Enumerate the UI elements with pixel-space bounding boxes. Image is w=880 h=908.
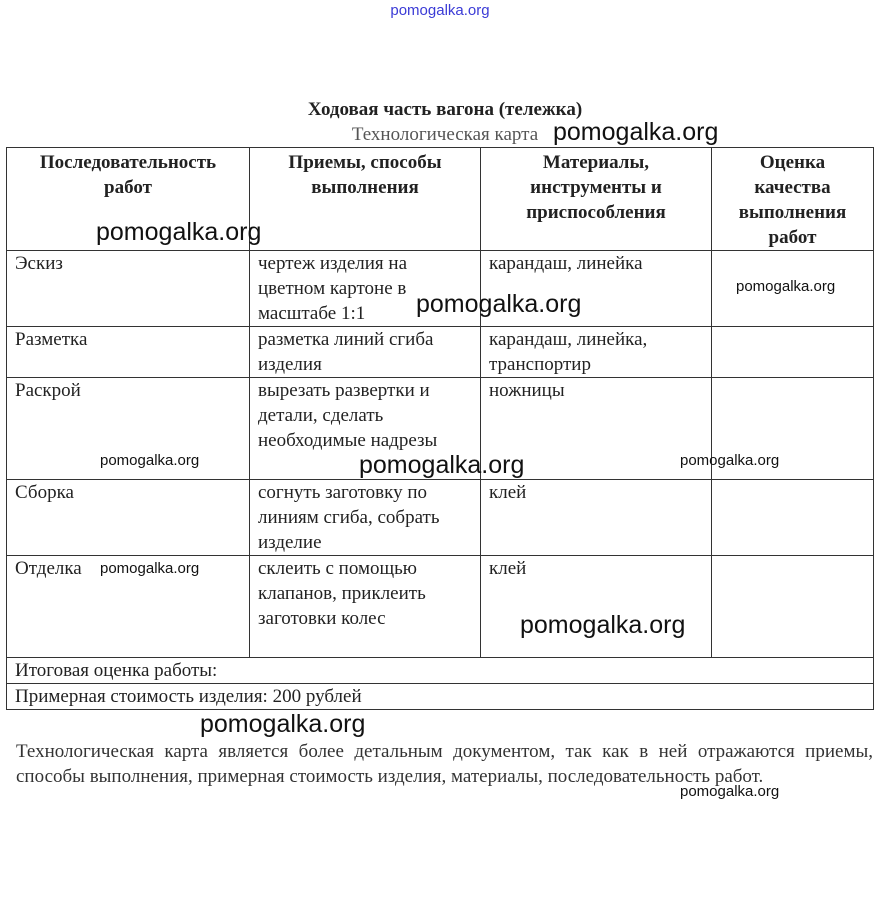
watermark: pomogalka.org (416, 290, 582, 318)
header-quality: Оценка качества выполнения работ (712, 148, 874, 251)
footer-paragraph: Технологическая карта является более детальным документом, так как в ней отражаются приемы, способы выполнения, примерная стоимость изделия, материалы, последовательность работ. (16, 741, 873, 787)
watermark: pomogalka.org (680, 452, 780, 469)
cell-quality (712, 480, 874, 556)
watermark: pomogalka.org (200, 710, 366, 738)
cell-step: Сборка (7, 480, 250, 556)
header-materials: Материалы, инструменты и приспособления (481, 148, 712, 251)
cell-tools: клей (481, 480, 712, 556)
cell-quality (712, 327, 874, 378)
header-sequence: Последовательность работ (7, 148, 250, 251)
watermark: pomogalka.org (100, 560, 200, 577)
cell-method: склеить с помощью клапанов, приклеить заготовки колес (250, 556, 481, 658)
document-title: Ходовая часть вагона (тележка) (307, 99, 583, 120)
cell-tools: ножницы (481, 378, 712, 480)
cell-method: разметка линий сгиба изделия (250, 327, 481, 378)
header-methods: Приемы, способы выполнения (250, 148, 481, 251)
cell-tools: карандаш, линейка, транспортир (481, 327, 712, 378)
approx-cost-cell: Примерная стоимость изделия: 200 рублей (7, 684, 874, 710)
cell-method: чертеж изделия на цветном картоне в масштабе 1:1 (250, 251, 481, 327)
watermark: pomogalka.org (520, 611, 686, 639)
cell-step: Отделка (7, 556, 250, 658)
watermark: pomogalka.org (736, 278, 836, 295)
watermark: pomogalka.org (359, 451, 525, 479)
table-row (7, 480, 874, 556)
cell-quality (712, 556, 874, 658)
watermark: pomogalka.org (100, 452, 200, 469)
cell-method: согнуть заготовку по линиям сгиба, собрать изделие (250, 480, 481, 556)
site-link[interactable]: pomogalka.org (390, 2, 490, 19)
cell-step: Разметка (7, 327, 250, 378)
watermark: pomogalka.org (680, 783, 780, 800)
total-score-cell: Итоговая оценка работы: (7, 658, 874, 684)
cell-method: вырезать развертки и детали, сделать необходимые надрезы (250, 378, 481, 480)
cell-tools: карандаш, линейка (481, 251, 712, 327)
cell-step: Эскиз (7, 251, 250, 327)
cell-tools: клей (481, 556, 712, 658)
document-subtitle: Технологическая карта (351, 124, 539, 145)
watermark: pomogalka.org (96, 218, 262, 246)
watermark: pomogalka.org (553, 118, 719, 146)
approx-cost-row (7, 684, 874, 710)
total-score-row (7, 658, 874, 684)
table-row (7, 327, 874, 378)
cell-step: Раскрой (7, 378, 250, 480)
